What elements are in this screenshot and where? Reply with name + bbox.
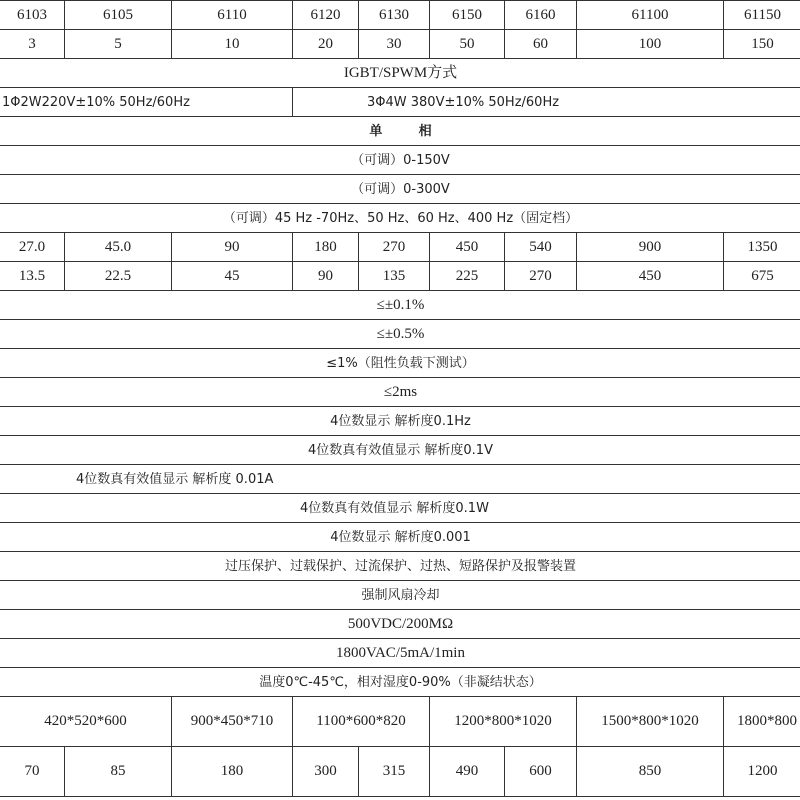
distortion-cell: ≤1%（阻性负载下测试） [0,349,800,378]
freq-display-cell: 4位数显示 解析度0.1Hz [0,407,800,436]
frequency-cell: （可调）45 Hz -70Hz、50 Hz、60 Hz、400 Hz（固定档） [0,204,800,233]
distortion-row [0,349,800,378]
capacity-cell: 50 [430,30,505,59]
environment-row [0,668,800,697]
current-high-cell: 22.5 [65,262,172,291]
model-cell: 6120 [293,1,359,30]
model-cell: 61100 [577,1,724,30]
dimension-cell: 1500*800*1020 [577,697,724,747]
capacity-cell: 3 [0,30,65,59]
voltage-high-row [0,175,800,204]
current-low-row [0,233,800,262]
model-row [0,1,800,30]
capacity-cell: 150 [724,30,800,59]
capacity-cell: 10 [172,30,293,59]
power-display-cell: 4位数真有效值显示 解析度0.1W [0,494,800,523]
current-high-cell: 270 [505,262,577,291]
current-low-cell: 180 [293,233,359,262]
capacity-cell: 100 [577,30,724,59]
power-display-row [0,494,800,523]
dimension-cell: 1800*800 [724,697,800,747]
dimensions-row [0,697,800,747]
cooling-row [0,581,800,610]
input-single-phase: 1Φ2W220V±10% 50Hz/60Hz [0,88,293,117]
current-low-cell: 450 [430,233,505,262]
current-low-cell: 1350 [724,233,800,262]
protection-row [0,552,800,581]
freq-display-row [0,407,800,436]
pf-display-cell: 4位数显示 解析度0.001 [0,523,800,552]
response-time-row [0,378,800,407]
capacity-cell: 20 [293,30,359,59]
output-phase-cell: 单 相 [0,117,800,146]
weight-cell: 300 [293,747,359,797]
weight-cell: 70 [0,747,65,797]
dimension-cell: 1200*800*1020 [430,697,577,747]
capacity-cell: 60 [505,30,577,59]
freq-stability-cell: ≤±0.1% [0,291,800,320]
voltage-stability-row [0,320,800,349]
current-low-cell: 540 [505,233,577,262]
current-high-cell: 90 [293,262,359,291]
frequency-row [0,204,800,233]
voltage-low-row [0,146,800,175]
current-high-cell: 13.5 [0,262,65,291]
insulation-cell: 500VDC/200MΩ [0,610,800,639]
capacity-cell: 30 [359,30,430,59]
current-low-cell: 900 [577,233,724,262]
response-time-cell: ≤2ms [0,378,800,407]
current-high-cell: 45 [172,262,293,291]
current-high-cell: 450 [577,262,724,291]
model-cell: 6130 [359,1,430,30]
withstand-row [0,639,800,668]
dimension-cell: 1100*600*820 [293,697,430,747]
model-cell: 6150 [430,1,505,30]
weight-row [0,747,800,797]
voltage-stability-cell: ≤±0.5% [0,320,800,349]
current-high-cell: 225 [430,262,505,291]
current-high-row [0,262,800,291]
current-display-row [0,465,800,494]
weight-cell: 600 [505,747,577,797]
capacity-row [0,30,800,59]
input-three-phase: 3Φ4W 380V±10% 50Hz/60Hz [293,88,800,117]
weight-cell: 490 [430,747,505,797]
withstand-cell: 1800VAC/5mA/1min [0,639,800,668]
freq-stability-row [0,291,800,320]
input-power-row [0,88,800,117]
weight-cell: 180 [172,747,293,797]
output-phase-row [0,117,800,146]
pf-display-row [0,523,800,552]
model-cell: 6110 [172,1,293,30]
model-cell: 6105 [65,1,172,30]
current-high-cell: 675 [724,262,800,291]
protection-cell: 过压保护、过载保护、过流保护、过热、短路保护及报警装置 [0,552,800,581]
model-cell: 6103 [0,1,65,30]
voltage-high-cell: （可调）0-300V [0,175,800,204]
main-circuit-row [0,59,800,88]
weight-cell: 85 [65,747,172,797]
model-cell: 61150 [724,1,800,30]
model-cell: 6160 [505,1,577,30]
environment-cell: 温度0℃-45℃，相对湿度0-90%（非凝结状态） [0,668,800,697]
volt-display-cell: 4位数真有效值显示 解析度0.1V [0,436,800,465]
current-low-cell: 90 [172,233,293,262]
dimension-cell: 900*450*710 [172,697,293,747]
dimension-cell: 420*520*600 [0,697,172,747]
weight-cell: 850 [577,747,724,797]
cooling-cell: 强制风扇冷却 [0,581,800,610]
current-low-cell: 27.0 [0,233,65,262]
current-low-cell: 45.0 [65,233,172,262]
voltage-low-cell: （可调）0-150V [0,146,800,175]
volt-display-row [0,436,800,465]
weight-cell: 315 [359,747,430,797]
current-high-cell: 135 [359,262,430,291]
weight-cell: 1200 [724,747,800,797]
main-circuit-cell: IGBT/SPWM方式 [0,59,800,88]
capacity-cell: 5 [65,30,172,59]
insulation-row [0,610,800,639]
current-low-cell: 270 [359,233,430,262]
current-display-cell: 4位数真有效值显示 解析度 0.01A [0,465,800,494]
